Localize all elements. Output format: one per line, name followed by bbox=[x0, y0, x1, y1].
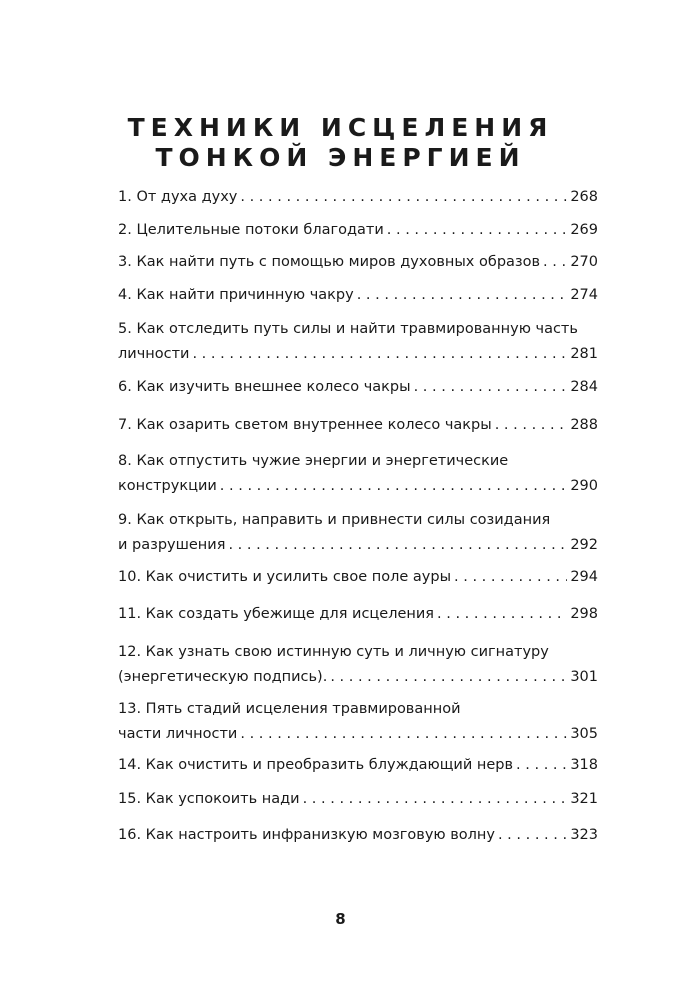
toc-entry bbox=[118, 753, 598, 778]
toc-entry-title: 12. Как узнать свою истинную суть и личную сигнатуру bbox=[118, 644, 549, 660]
toc-entry-line bbox=[118, 722, 598, 747]
toc-entry-title: (энергетическую подпись). bbox=[118, 669, 328, 685]
toc-entry bbox=[118, 250, 598, 275]
toc-entry-page: 270 bbox=[570, 254, 598, 270]
toc-entry bbox=[118, 449, 598, 499]
toc-entry-title: 16. Как настроить инфранизкую мозговую волну bbox=[118, 827, 495, 843]
page-number: 8 bbox=[335, 910, 346, 928]
toc-entry bbox=[118, 787, 598, 812]
toc-entry-line bbox=[118, 602, 598, 627]
toc-entry-title: 1. От духа духу bbox=[118, 189, 238, 205]
toc-entry bbox=[118, 413, 598, 438]
toc-entry-page: 268 bbox=[570, 189, 598, 205]
toc-entry-line bbox=[118, 640, 598, 665]
toc-entry-page: 305 bbox=[570, 726, 598, 742]
toc-entry-title: 6. Как изучить внешнее колесо чакры bbox=[118, 379, 411, 395]
dot-leader bbox=[192, 342, 567, 367]
toc-entry-title: 2. Целительные потоки благодати bbox=[118, 222, 384, 238]
toc-entry bbox=[118, 218, 598, 243]
toc-entry-page: 284 bbox=[570, 379, 598, 395]
dot-leader bbox=[414, 375, 568, 400]
toc-entry-line bbox=[118, 218, 598, 243]
toc-entry-line bbox=[118, 375, 598, 400]
toc-entry-page: 290 bbox=[570, 478, 598, 494]
dot-leader bbox=[228, 533, 567, 558]
toc-entry bbox=[118, 317, 598, 367]
toc-entry-line bbox=[118, 413, 598, 438]
toc-entry bbox=[118, 375, 598, 400]
toc-entry-page: 281 bbox=[570, 346, 598, 362]
toc-entry-line bbox=[118, 283, 598, 308]
toc-entry-title: 3. Как найти путь с помощью миров духовных образов bbox=[118, 254, 541, 270]
dot-leader bbox=[454, 565, 567, 590]
toc-entry-title: 8. Как отпустить чужие энергии и энергетические bbox=[118, 453, 509, 469]
toc-entry-title: 10. Как очистить и усилить свое поле ауры bbox=[118, 569, 452, 585]
toc-entry-page: 301 bbox=[570, 669, 598, 685]
toc-entry-title: 9. Как открыть, направить и привнести силы созидания bbox=[118, 512, 551, 528]
toc-entry-page: 274 bbox=[570, 287, 598, 303]
toc-entry-page: 269 bbox=[570, 222, 598, 238]
toc-entry-line bbox=[118, 342, 598, 367]
toc-entry-page: 288 bbox=[570, 417, 598, 433]
dot-leader bbox=[240, 722, 567, 747]
toc-entry-title: и разрушения bbox=[118, 537, 226, 553]
dot-leader bbox=[303, 787, 568, 812]
toc-entry-page: 323 bbox=[570, 827, 598, 843]
toc-entry-line bbox=[118, 533, 598, 558]
dot-leader bbox=[387, 218, 568, 243]
toc-entry-line bbox=[118, 317, 598, 342]
toc-entry-page: 321 bbox=[570, 791, 598, 807]
toc-entry bbox=[118, 508, 598, 558]
toc-entry-title: личности bbox=[118, 346, 190, 362]
dot-leader bbox=[357, 283, 568, 308]
toc-entry-title: 7. Как озарить светом внутреннее колесо чакры bbox=[118, 417, 492, 433]
dot-leader bbox=[516, 753, 567, 778]
toc-entry-line bbox=[118, 474, 598, 499]
toc-entry-line bbox=[118, 753, 598, 778]
toc-entry-line bbox=[118, 823, 598, 848]
toc-entry-page: 294 bbox=[570, 569, 598, 585]
toc-entry-title: 15. Как успокоить нади bbox=[118, 791, 300, 807]
toc-entry-line bbox=[118, 250, 598, 275]
dot-leader bbox=[495, 413, 568, 438]
page-title-line-1: ТЕХНИКИ ИСЦЕЛЕНИЯ bbox=[127, 113, 554, 142]
toc-entry-line bbox=[118, 185, 598, 210]
toc-entry-line bbox=[118, 508, 598, 533]
toc-entry bbox=[118, 823, 598, 848]
toc-entry-title: 14. Как очистить и преобразить блуждающий нерв bbox=[118, 757, 514, 773]
toc-entry-page: 318 bbox=[570, 757, 598, 773]
toc-entry-title: 4. Как найти причинную чакру bbox=[118, 287, 354, 303]
toc-entry-page: 292 bbox=[570, 537, 598, 553]
dot-leader bbox=[543, 250, 567, 275]
toc-entry-line bbox=[118, 697, 598, 722]
toc-entry-line bbox=[118, 787, 598, 812]
toc-entry-title: 11. Как создать убежище для исцеления bbox=[118, 606, 435, 622]
toc-entry bbox=[118, 697, 598, 747]
toc-entry-title: 5. Как отследить путь силы и найти травмированную часть bbox=[118, 321, 578, 337]
dot-leader bbox=[498, 823, 567, 848]
toc-entry bbox=[118, 185, 598, 210]
toc-entry-line bbox=[118, 449, 598, 474]
toc-entry bbox=[118, 565, 598, 590]
page-title-line-2: ТОНКОЙ ЭНЕРГИЕЙ bbox=[155, 143, 526, 172]
toc-entry-line bbox=[118, 665, 598, 690]
toc-entry-page: 298 bbox=[570, 606, 598, 622]
toc-entry-title: 13. Пять стадий исцеления травмированной bbox=[118, 701, 461, 717]
toc-entry-line bbox=[118, 565, 598, 590]
page-title bbox=[0, 113, 681, 173]
toc-entry bbox=[118, 602, 598, 627]
toc-entry-title: конструкции bbox=[118, 478, 217, 494]
toc-entry-title: части личности bbox=[118, 726, 238, 742]
dot-leader bbox=[330, 665, 567, 690]
dot-leader bbox=[220, 474, 568, 499]
dot-leader bbox=[240, 185, 567, 210]
toc-entry bbox=[118, 283, 598, 308]
dot-leader bbox=[437, 602, 567, 627]
toc-entry bbox=[118, 640, 598, 690]
